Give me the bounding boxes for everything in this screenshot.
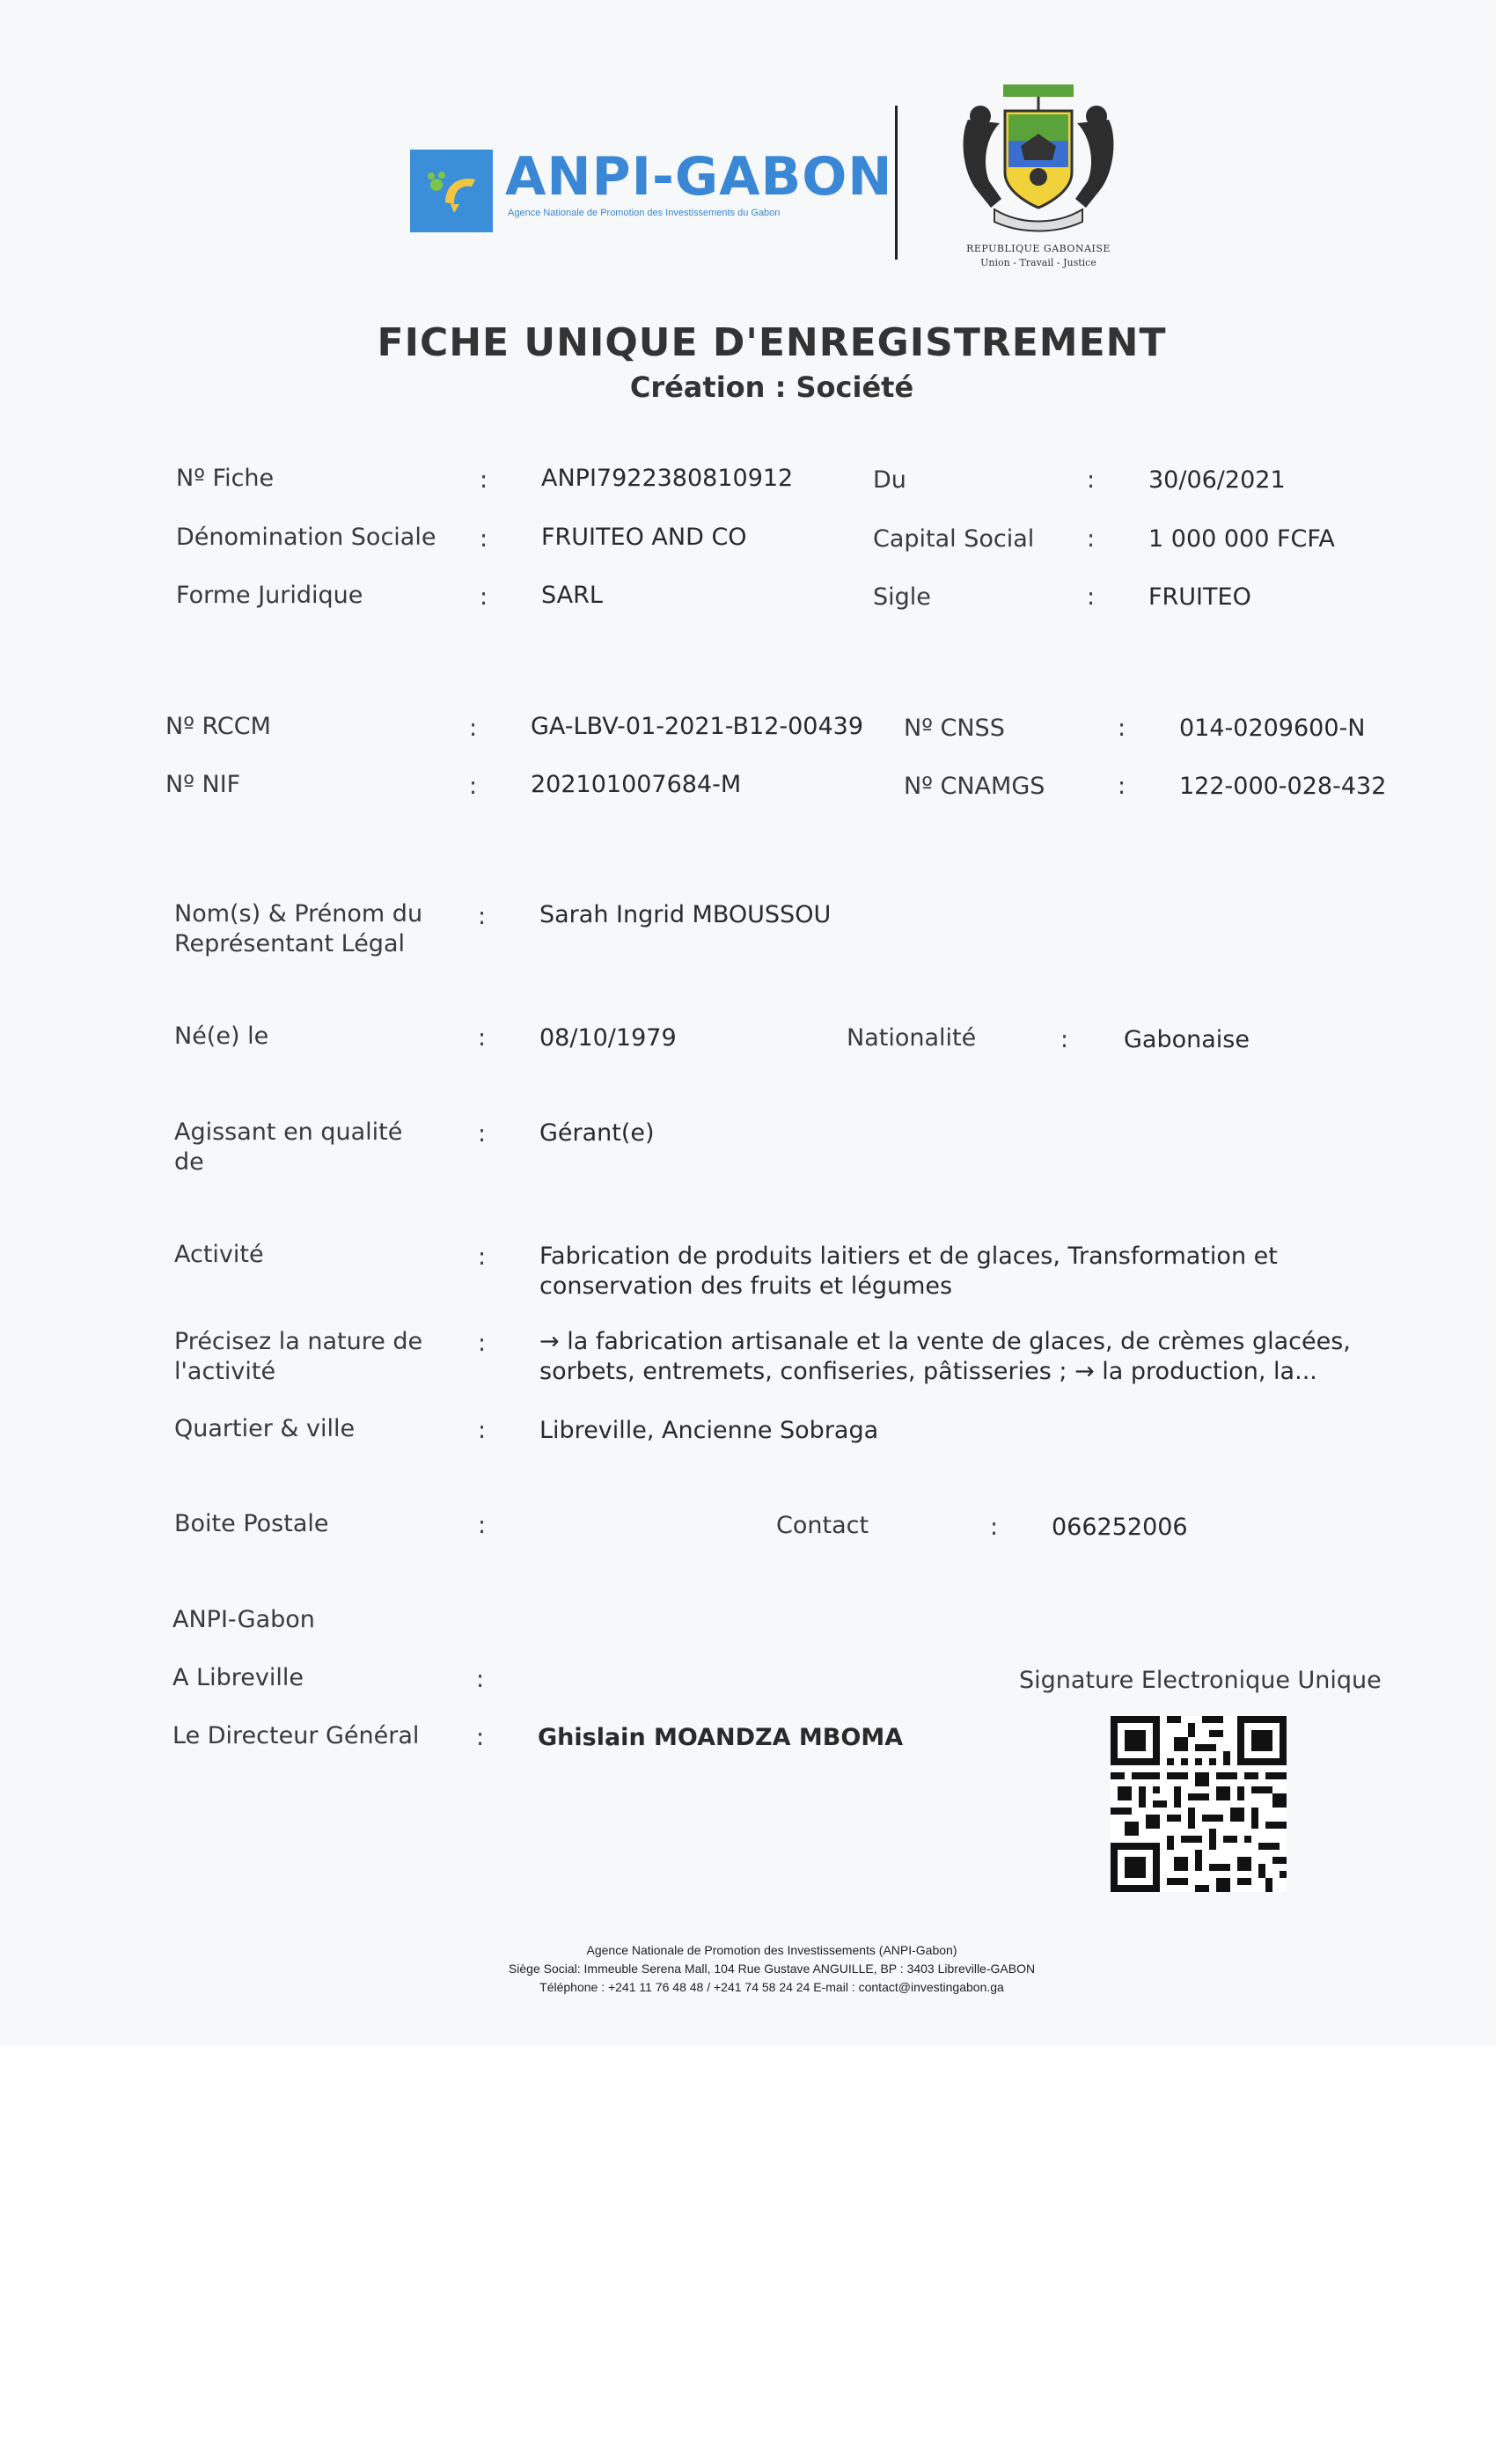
colon: : — [990, 1514, 999, 1541]
nature-value-line: → la fabrication artisanale et la vente de glaces, de crèmes glacées, — [539, 1328, 1351, 1355]
rccm-label: Nº RCCM — [165, 713, 271, 740]
brand-subtitle: Agence Nationale de Promotion des Investissements du Gabon — [508, 208, 781, 218]
footer-line: Siège Social: Immeuble Serena Mall, 104 Rue Gustave ANGUILLE, BP : 3403 Libreville-GABON — [508, 1962, 1036, 1976]
ne-label: Né(e) le — [174, 1023, 269, 1050]
cnss-value: 014-0209600-N — [1179, 715, 1366, 742]
colon: : — [478, 1512, 487, 1539]
representant-label — [174, 899, 422, 959]
activite-value — [539, 1242, 1278, 1302]
colon: : — [478, 1330, 487, 1357]
colon: : — [1060, 1026, 1069, 1053]
anpi-logo-icon — [410, 150, 493, 232]
ne-value: 08/10/1979 — [539, 1024, 677, 1052]
contact-value: 066252006 — [1052, 1514, 1188, 1541]
footer-line: Téléphone : +241 11 76 48 48 / +241 74 58 24 24 E-mail : contact@investingabon.ga — [539, 1980, 1004, 1994]
capital-value: 1 000 000 FCFA — [1148, 525, 1335, 553]
motto-label: Union - Travail - Justice — [980, 257, 1096, 268]
colon: : — [469, 715, 478, 742]
nationalite-label: Nationalité — [847, 1024, 977, 1052]
colon: : — [1087, 525, 1096, 553]
nif-value: 202101007684-M — [531, 771, 742, 798]
nature-label-line: l'activité — [174, 1358, 276, 1385]
nature-label — [174, 1327, 422, 1387]
cnss-label: Nº CNSS — [904, 715, 1005, 742]
du-label: Du — [873, 466, 906, 494]
colon: : — [478, 903, 487, 930]
quartier-value: Libreville, Ancienne Sobraga — [539, 1417, 879, 1444]
colon: : — [476, 1666, 485, 1693]
nature-value — [539, 1327, 1351, 1387]
lieu-label: A Libreville — [172, 1664, 304, 1691]
colon: : — [1087, 466, 1096, 494]
nature-value-line: sorbets, entremets, confiseries, pâtisseries ; → la production, la... — [539, 1358, 1317, 1385]
colon: : — [1118, 715, 1126, 742]
directeur-value: Ghislain MOANDZA MBOMA — [538, 1724, 904, 1751]
signature-label: Signature Electronique Unique — [1019, 1667, 1382, 1694]
page-title: FICHE UNIQUE D'ENREGISTREMENT — [377, 320, 1167, 365]
republic-label: REPUBLIQUE GABONAISE — [966, 243, 1111, 254]
activite-value-line: Fabrication de produits laitiers et de glaces, Transformation et — [539, 1243, 1278, 1270]
representant-label-line: Nom(s) & Prénom du — [174, 900, 423, 928]
sigle-value: FRUITEO — [1148, 583, 1251, 611]
brand-name: ANPI-GABON — [505, 146, 893, 208]
capital-label: Capital Social — [873, 525, 1035, 553]
nif-label: Nº NIF — [165, 771, 241, 798]
colon: : — [469, 773, 478, 800]
fiche-value: ANPI7922380810912 — [541, 465, 794, 492]
representant-value: Sarah Ingrid MBOUSSOU — [539, 901, 832, 928]
contact-label: Contact — [776, 1512, 869, 1539]
colon: : — [480, 466, 488, 494]
header-divider — [895, 106, 898, 260]
colon: : — [1118, 773, 1126, 800]
forme-value: SARL — [541, 582, 603, 609]
page-subtitle: Création : Société — [629, 370, 914, 404]
colon: : — [478, 1243, 487, 1271]
qualite-label-line: Agissant en qualité — [174, 1118, 403, 1146]
colon: : — [478, 1024, 487, 1052]
colon: : — [476, 1724, 485, 1751]
cnamgs-value: 122-000-028-432 — [1179, 773, 1387, 800]
coat-of-arms-icon — [950, 84, 1126, 234]
du-value: 30/06/2021 — [1148, 466, 1286, 494]
activite-value-line: conservation des fruits et légumes — [539, 1272, 953, 1300]
nature-label-line: Précisez la nature de — [174, 1328, 423, 1355]
fiche-label: Nº Fiche — [176, 465, 275, 492]
nationalite-value: Gabonaise — [1124, 1026, 1250, 1053]
qualite-value: Gérant(e) — [539, 1119, 655, 1147]
colon: : — [480, 525, 488, 553]
rccm-value: GA-LBV-01-2021-B12-00439 — [531, 713, 864, 740]
bp-label: Boite Postale — [174, 1510, 329, 1537]
quartier-label: Quartier & ville — [174, 1415, 356, 1442]
representant-label-line: Représentant Légal — [174, 930, 405, 957]
qr-code-icon — [1111, 1716, 1287, 1892]
qualite-label-line: de — [174, 1148, 204, 1176]
cnamgs-label: Nº CNAMGS — [904, 773, 1045, 800]
forme-label: Forme Juridique — [176, 582, 363, 609]
sigle-label: Sigle — [873, 583, 931, 611]
directeur-label: Le Directeur Général — [172, 1722, 420, 1749]
colon: : — [478, 1120, 487, 1148]
denomination-label: Dénomination Sociale — [176, 524, 436, 551]
denomination-value: FRUITEO AND CO — [541, 524, 747, 551]
qualite-label — [174, 1118, 402, 1177]
colon: : — [480, 583, 488, 611]
activite-label: Activité — [174, 1241, 264, 1268]
colon: : — [1087, 583, 1096, 611]
footer-line: Agence Nationale de Promotion des Investissements (ANPI-Gabon) — [586, 1943, 957, 1957]
colon: : — [478, 1417, 487, 1444]
org-label: ANPI-Gabon — [172, 1606, 315, 1633]
